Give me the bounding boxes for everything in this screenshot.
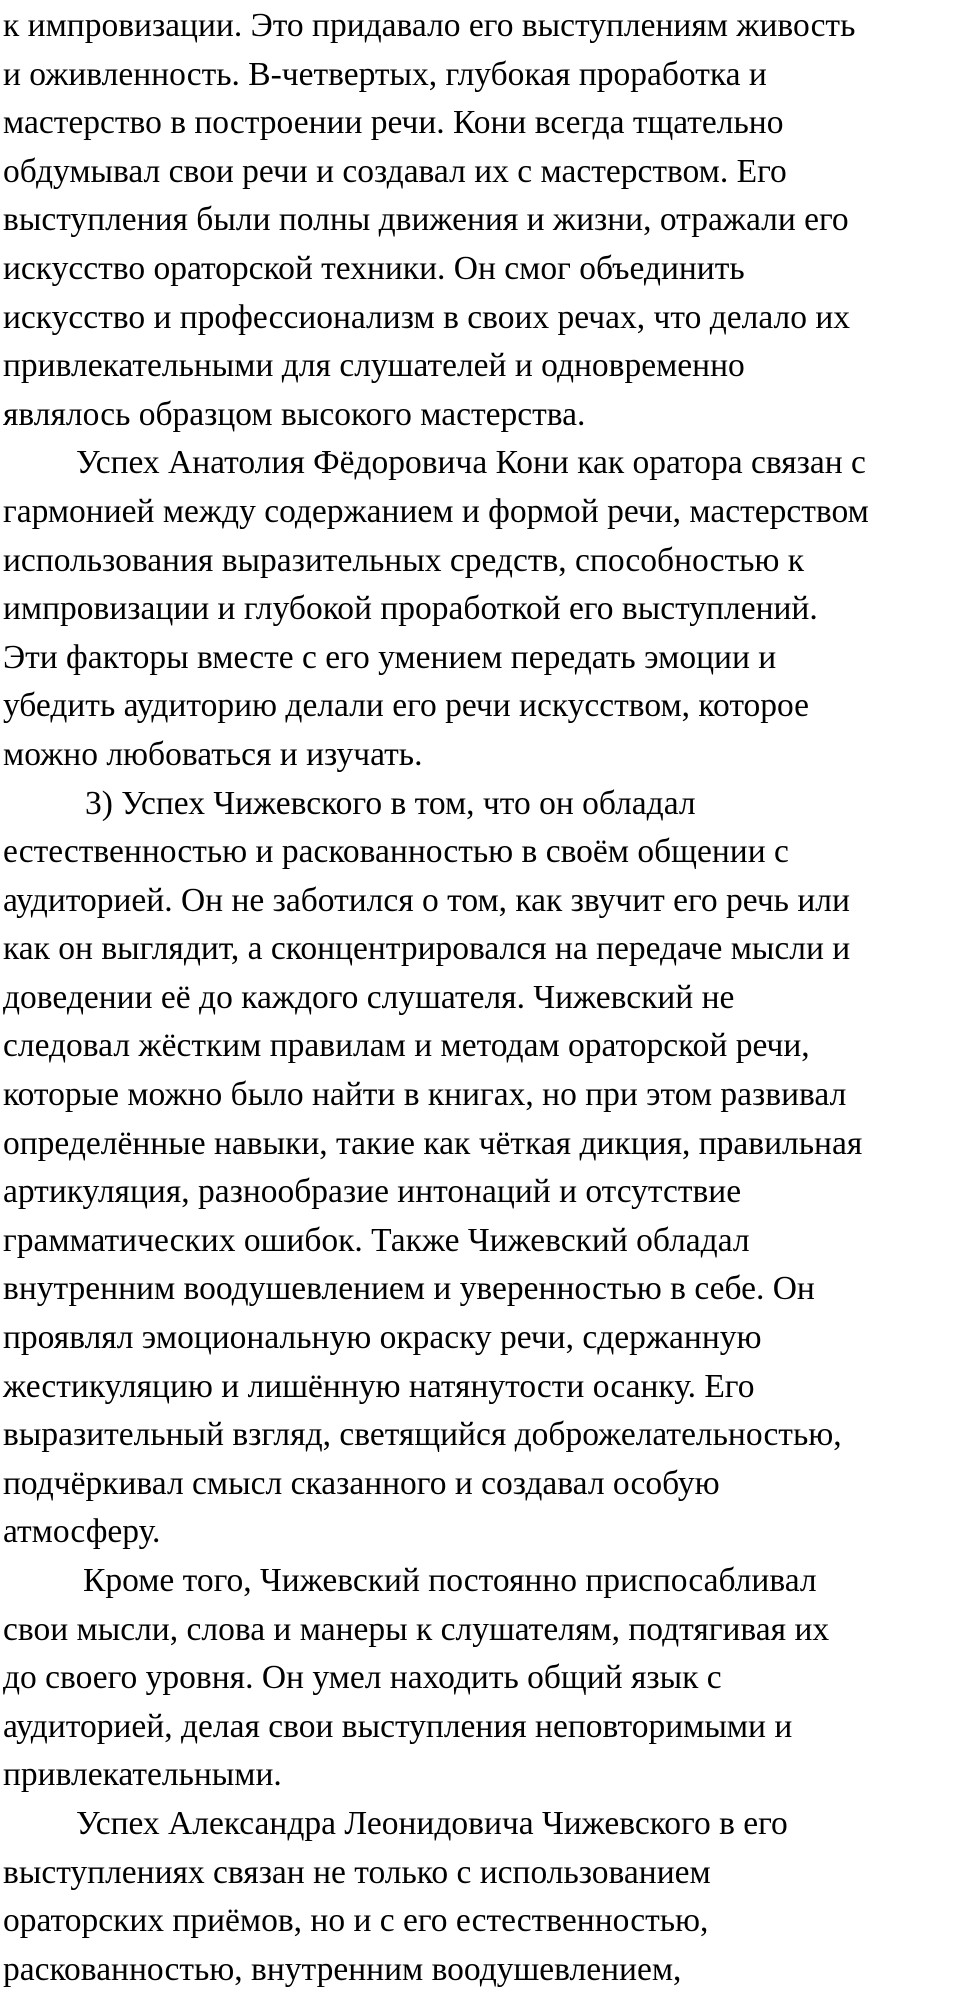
text-line: искусство ораторской техники. Он смог объединить — [3, 249, 745, 287]
paragraph-first-line: Успех Анатолия Фёдоровича Кони как оратора связан с — [76, 444, 866, 482]
text-line: жестикуляцию и лишённую натянутости осанку. Его — [3, 1367, 755, 1405]
paragraph-first-line: 3) Успех Чижевского в том, что он обладал — [85, 784, 696, 822]
paragraph-first-line: Кроме того, Чижевский постоянно приспосабливал — [83, 1562, 817, 1599]
text-line: раскованностью, внутренним воодушевлением, — [3, 1950, 682, 1988]
text-line: привлекательными для слушателей и одновременно — [3, 347, 745, 385]
text-line: гармонией между содержанием и формой речи, мастерством — [3, 492, 869, 530]
text-line: и оживленность. В-четвертых, глубокая проработка и — [3, 55, 767, 93]
text-line: Эти факторы вместе с его умением передать эмоции и — [3, 638, 777, 676]
text-line: определённые навыки, такие как чёткая дикция, правильная — [3, 1124, 863, 1162]
text-line: ораторских приёмов, но и с его естественностью, — [3, 1902, 709, 1940]
text-line: к импровизации. Это придавало его выступлениям живость — [3, 7, 856, 44]
document-body — [3, 2, 958, 1994]
text-line: свои мысли, слова и манеры к слушателям, подтягивая их — [3, 1610, 830, 1648]
text-line: внутренним воодушевлением и уверенностью в себе. Он — [3, 1270, 815, 1308]
text-line: артикуляция, разнообразие интонаций и отсутствие — [3, 1173, 742, 1211]
text-line: как он выглядит, а сконцентрировался на передаче мысли и — [3, 930, 851, 968]
text-line: использования выразительных средств, способностью к — [3, 541, 805, 579]
text-line: аудиторией. Он не заботился о том, как звучит его речь или — [3, 881, 850, 919]
text-line: доведении её до каждого слушателя. Чижевский не — [3, 978, 735, 1016]
text-line: обдумывал свои речи и создавал их с мастерством. Его — [3, 152, 787, 190]
text-line: аудиторией, делая свои выступления неповторимыми и — [3, 1707, 793, 1745]
text-line: которые можно было найти в книгах, но при этом развивал — [3, 1076, 847, 1114]
text-line: следовал жёстким правилам и методам ораторской речи, — [3, 1027, 810, 1065]
text-line: выступления были полны движения и жизни, отражали его — [3, 201, 849, 239]
text-line: импровизации и глубокой проработкой его выступлений. — [3, 590, 818, 628]
text-line: выступлениях связан не только с использованием — [3, 1853, 711, 1891]
text-line: являлось образцом высокого мастерства. — [3, 395, 586, 433]
text-line: убедить аудиторию делали его речи искусством, которое — [3, 687, 810, 725]
text-line: подчёркивал смысл сказанного и создавал особую — [3, 1464, 720, 1502]
text-line: мастерство в построении речи. Кони всегда тщательно — [3, 104, 784, 142]
text-line: грамматических ошибок. Также Чижевский обладал — [3, 1221, 750, 1259]
text-line: естественностью и раскованностью в своём общении с — [3, 833, 789, 871]
text-line: привлекательными. — [3, 1756, 282, 1794]
text-line: искусство и профессионализм в своих речах, что делало их — [3, 298, 851, 336]
text-line: до своего уровня. Он умел находить общий язык с — [3, 1659, 722, 1697]
text-line: атмосферу. — [3, 1513, 161, 1551]
text-line: выразительный взгляд, светящийся доброжелательностью, — [3, 1416, 842, 1454]
paragraph-first-line: Успех Александра Леонидовича Чижевского в его — [76, 1804, 788, 1842]
text-line: можно любоваться и изучать. — [3, 735, 423, 773]
text-line: проявлял эмоциональную окраску речи, сдержанную — [3, 1319, 762, 1357]
